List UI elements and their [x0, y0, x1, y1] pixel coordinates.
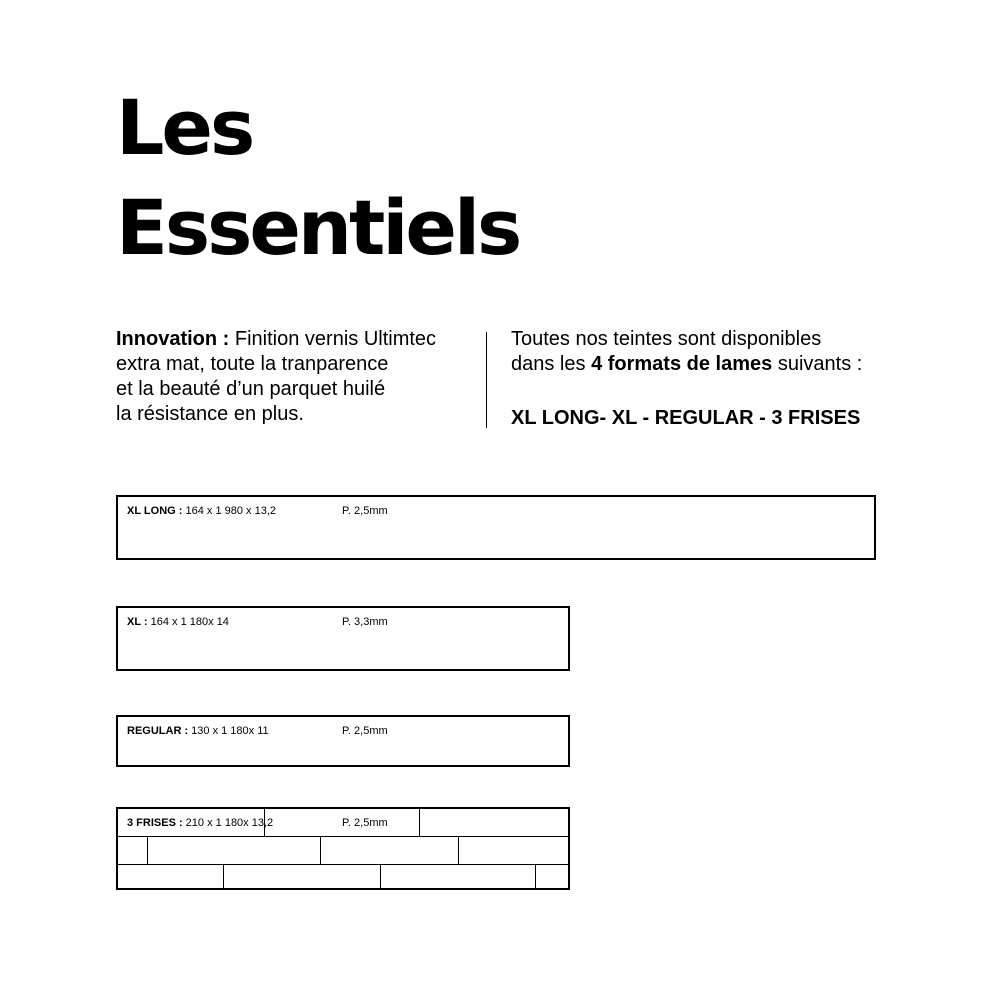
innovation-line-4: la résistance en plus.	[116, 403, 304, 425]
plank-name: XL :	[127, 616, 148, 628]
formats-list: XL LONG- XL - REGULAR - 3 FRISES	[511, 407, 861, 429]
frise-strip-2	[118, 837, 568, 865]
innovation-label: Innovation :	[116, 328, 230, 350]
plank-dimensions: 130 x 1 180x 11	[188, 725, 269, 737]
plank-thickness: P. 2,5mm	[342, 725, 388, 737]
frise-joint	[419, 809, 420, 836]
plank-thickness: P. 2,5mm	[342, 505, 388, 517]
frise-joint	[458, 837, 459, 864]
plank-xl-long	[116, 495, 876, 560]
plank-regular	[116, 715, 570, 767]
formats-count: 4 formats de lames	[591, 353, 773, 375]
plank-thickness: P. 3,3mm	[342, 616, 388, 628]
formats-line-2-after: suivants :	[772, 353, 863, 375]
plank-name: REGULAR :	[127, 725, 189, 737]
plank-label	[127, 724, 269, 738]
frise-joint	[320, 837, 321, 864]
plank-name: XL LONG :	[127, 505, 183, 517]
innovation-line-2: extra mat, toute la tranparence	[116, 353, 389, 375]
plank-dimensions: 210 x 1 180x 13,2	[182, 817, 274, 829]
plank-label	[127, 615, 229, 629]
plank-3-frises	[116, 807, 570, 890]
frise-joint	[535, 865, 536, 888]
innovation-description	[116, 327, 486, 427]
page-title	[116, 78, 519, 278]
title-line-2: Essentiels	[116, 183, 520, 272]
innovation-line-3: et la beauté d’un parquet huilé	[116, 378, 386, 400]
plank-label	[127, 816, 273, 830]
frise-joint	[147, 837, 148, 864]
plank-dimensions: 164 x 1 180x 14	[147, 616, 229, 628]
plank-label	[127, 504, 276, 518]
plank-thickness: P. 2,5mm	[342, 817, 388, 829]
plank-xl	[116, 606, 570, 671]
column-divider	[486, 332, 487, 428]
formats-line-1: Toutes nos teintes sont disponibles	[511, 328, 822, 350]
frise-joint	[223, 865, 224, 888]
formats-line-2	[511, 352, 911, 377]
title-line-1: Les	[116, 83, 253, 172]
plank-dimensions: 164 x 1 980 x 13,2	[182, 505, 276, 517]
innovation-text: Finition vernis Ultimtec	[229, 328, 437, 350]
frise-joint	[380, 865, 381, 888]
innovation-line-1	[116, 327, 486, 352]
plank-name: 3 FRISES :	[127, 817, 183, 829]
formats-description	[511, 327, 911, 377]
frise-strip-3	[118, 865, 568, 888]
formats-line-2-before: dans les	[511, 353, 592, 375]
